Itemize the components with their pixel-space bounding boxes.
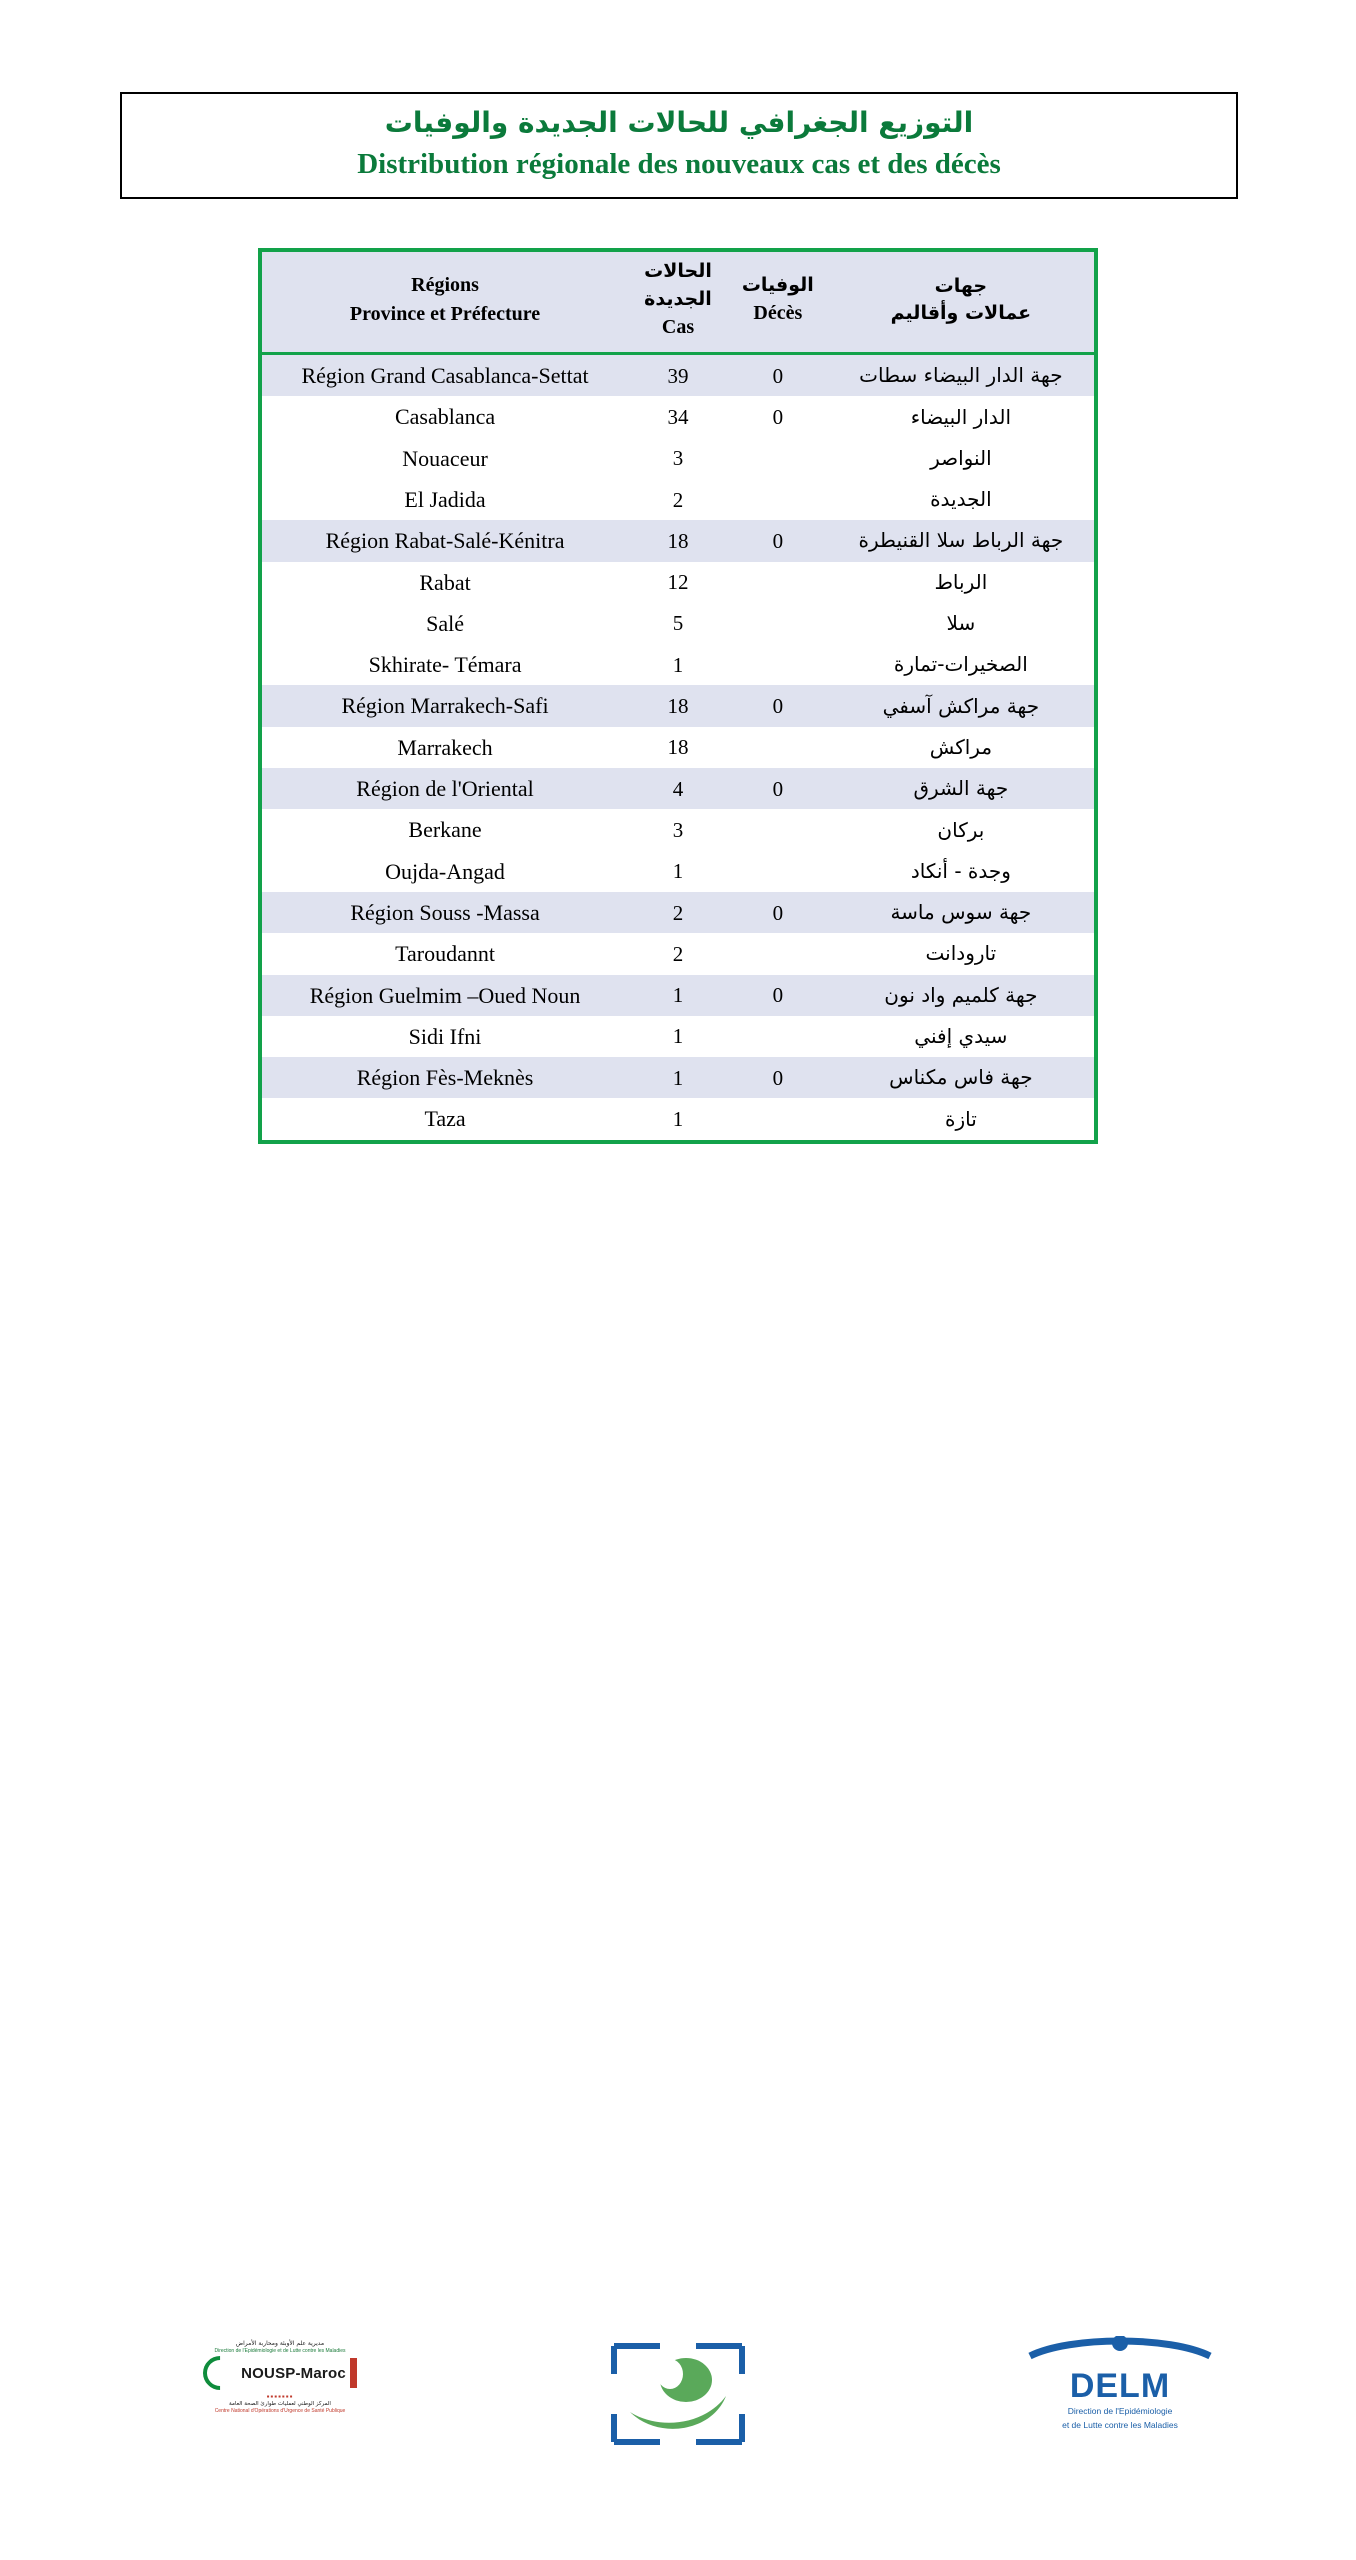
cell-region-french: Taza [262,1098,628,1139]
nousp-bottom-french: Centre National d'Opérations d'Urgence de Santé Publique [214,2408,346,2415]
column-header-deaths [728,252,828,354]
cell-deaths [728,1098,828,1139]
cell-region-arabic: وجدة - أنكاد [828,851,1094,892]
page-title-arabic: التوزيع الجغرافي للحالات الجديدة والوفيات [384,106,974,139]
cell-region-arabic: تازة [828,1098,1094,1139]
table-row [262,479,1094,520]
nousp-name-label: NOUSP-Maroc [241,2364,346,2382]
cell-cases: 18 [628,520,728,561]
cell-deaths [728,809,828,850]
cell-region-french: Région Souss -Massa [262,892,628,933]
cell-deaths: 0 [728,520,828,561]
table-header-row [262,252,1094,354]
footer-logos [0,2330,1356,2480]
cell-cases: 3 [628,438,728,479]
cell-deaths: 0 [728,975,828,1016]
page-title-box [120,92,1238,199]
cell-deaths [728,562,828,603]
cell-cases: 39 [628,354,728,397]
page-title-french: Distribution régionale des nouveaux cas et des décès [357,147,1001,180]
table-row [262,520,1094,561]
cell-region-arabic: جهة الرباط سلا القنيطرة [828,520,1094,561]
cell-deaths: 0 [728,892,828,933]
dots-decoration-icon: ▪▪▪▪▪▪▪ [266,2392,294,2402]
cell-cases: 3 [628,809,728,850]
cell-region-arabic: جهة كلميم واد نون [828,975,1094,1016]
delm-subtitle-line1: Direction de l'Epidémiologie [1067,2406,1173,2416]
distribution-table [262,252,1094,1140]
table-row [262,396,1094,437]
table-row [262,892,1094,933]
cell-cases: 5 [628,603,728,644]
cell-cases: 2 [628,892,728,933]
nousp-top-french: Direction de l'Epidémiologie et de Lutte contre les Maladies [214,2347,346,2354]
red-bar-icon [350,2358,357,2388]
cell-region-arabic: النواصر [828,438,1094,479]
cell-region-arabic: جهة سوس ماسة [828,892,1094,933]
cell-region-french: Salé [262,603,628,644]
nousp-maroc-logo [160,2340,400,2430]
column-header-cases-arabic: الحالات الجديدة [644,260,712,310]
delm-logo [1000,2336,1240,2432]
cell-region-arabic: سيدي إفني [828,1016,1094,1057]
cell-deaths: 0 [728,1057,828,1098]
cell-region-french: Skhirate- Témara [262,644,628,685]
cell-region-french: Région Rabat-Salé-Kénitra [262,520,628,561]
cell-cases: 1 [628,1057,728,1098]
cell-region-french: Région Fès-Meknès [262,1057,628,1098]
cell-deaths [728,1016,828,1057]
column-header-region-line1: Régions [411,274,479,297]
table-row [262,727,1094,768]
table-row [262,1057,1094,1098]
cell-region-french: Région Guelmim –Oued Noun [262,975,628,1016]
cell-cases: 1 [628,644,728,685]
cell-deaths [728,727,828,768]
cell-region-arabic: الرباط [828,562,1094,603]
nousp-bottom-arabic: المركز الوطني لعمليات طوارئ الصحة العامة [229,2401,331,2408]
column-header-deaths-arabic: الوفيات [741,273,814,296]
cell-region-french: Sidi Ifni [262,1016,628,1057]
table-row [262,933,1094,974]
cell-region-french: Rabat [262,562,628,603]
cell-region-french: El Jadida [262,479,628,520]
table-row [262,851,1094,892]
table-row [262,1098,1094,1139]
cell-region-french: Région Grand Casablanca-Settat [262,354,628,397]
cell-cases: 1 [628,851,728,892]
cell-deaths: 0 [728,685,828,726]
cell-region-french: Région de l'Oriental [262,768,628,809]
column-header-region-line2: Province et Préfecture [349,303,541,326]
cell-region-arabic: جهة الشرق [828,768,1094,809]
cell-region-arabic: الدار البيضاء [828,396,1094,437]
table-row [262,809,1094,850]
cell-region-arabic: سلا [828,603,1094,644]
cell-deaths: 0 [728,354,828,397]
cell-region-arabic: جهة الدار البيضاء سطات [828,354,1094,397]
cell-region-arabic: مراكش [828,727,1094,768]
cell-region-arabic: الصخيرات-تمارة [828,644,1094,685]
cell-cases: 4 [628,768,728,809]
cell-region-french: Oujda-Angad [262,851,628,892]
cell-region-french: Marrakech [262,727,628,768]
cell-deaths [728,644,828,685]
cell-cases: 2 [628,479,728,520]
column-header-cases [628,252,728,354]
table-row [262,1016,1094,1057]
cell-region-french: Région Marrakech-Safi [262,685,628,726]
cell-region-arabic: الجديدة [828,479,1094,520]
cell-cases: 18 [628,727,728,768]
ministry-of-health-logo [600,2334,756,2459]
cell-region-arabic: جهة مراكش آسفي [828,685,1094,726]
column-header-region-arabic-line2: عمالات وأقاليم [890,302,1032,325]
cell-region-arabic: تارودانت [828,933,1094,974]
delm-subtitle-line2: et de Lutte contre les Maladies [1062,2420,1178,2431]
column-header-cases-french: Cas [661,316,695,339]
table-body [262,354,1094,1140]
cell-region-french: Taroudannt [262,933,628,974]
table-row [262,603,1094,644]
column-header-region-arabic-line1: جهات [934,274,988,297]
table-row [262,685,1094,726]
cell-region-arabic: بركان [828,809,1094,850]
cell-cases: 1 [628,1098,728,1139]
table-row [262,354,1094,397]
cell-region-french: Casablanca [262,396,628,437]
table-header [262,252,1094,354]
cell-deaths [728,851,828,892]
distribution-table-container [258,248,1098,1144]
cell-cases: 1 [628,975,728,1016]
nousp-top-arabic: مديرية علم الأوبئة ومحاربة الأمراض [235,2340,325,2347]
cell-cases: 18 [628,685,728,726]
table-row [262,562,1094,603]
cell-cases: 12 [628,562,728,603]
column-header-region-arabic [828,252,1094,354]
delm-wave-icon [1020,2336,1220,2362]
column-header-region [262,252,628,354]
ministry-emblem-icon [600,2334,756,2454]
cell-deaths [728,479,828,520]
cell-deaths [728,603,828,644]
cell-region-french: Nouaceur [262,438,628,479]
cell-deaths [728,933,828,974]
column-header-deaths-french: Décès [753,302,803,325]
cell-region-arabic: جهة فاس مكناس [828,1057,1094,1098]
cell-deaths [728,438,828,479]
table-row [262,975,1094,1016]
cell-region-french: Berkane [262,809,628,850]
table-row [262,768,1094,809]
cell-deaths: 0 [728,768,828,809]
cell-cases: 2 [628,933,728,974]
delm-name-label: DELM [1069,2367,1171,2405]
cell-cases: 1 [628,1016,728,1057]
cell-cases: 34 [628,396,728,437]
cell-deaths: 0 [728,396,828,437]
table-row [262,644,1094,685]
table-row [262,438,1094,479]
green-arc-icon [196,2349,244,2397]
